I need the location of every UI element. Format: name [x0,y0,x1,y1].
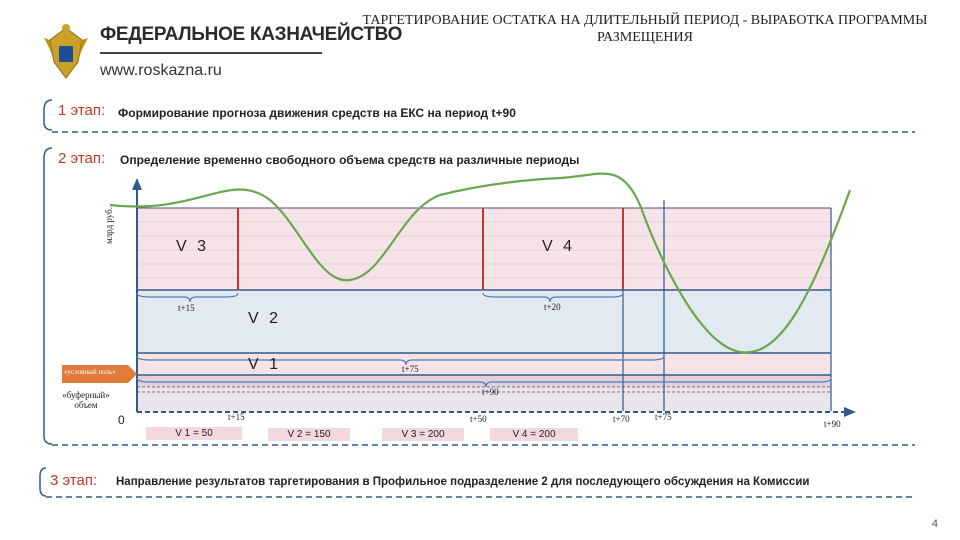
site-link[interactable]: www.roskazna.ru [100,62,222,79]
page-title: ТАРГЕТИРОВАНИЕ ОСТАТКА НА ДЛИТЕЛЬНЫЙ ПЕРИОД - ВЫРАБОТКА ПРОГРАММЫ РАЗМЕЩЕНИЯ [362,13,928,45]
y-axis-arrow [132,178,142,190]
period-label-t90: t+90 [482,387,499,397]
stage-3-text: Направление результатов таргетирования в Профильное подразделение 2 для последующего обсуждения на Комиссии [116,476,810,488]
stage-1-bracket [44,100,52,130]
stage-1-label: 1 этап: [58,102,106,119]
stage-3-label: 3 этап: [50,472,98,489]
period-label-t15: t+15 [178,303,195,313]
value-box-v3: V 3 = 200 [382,428,464,441]
page-number: 4 [931,518,938,530]
x-axis-arrow [844,407,856,417]
stage-2-bracket [44,148,52,444]
buffer-label: «буферный» объем [62,390,110,410]
x-tick-t70: t+70 [613,414,630,424]
y-axis-label: млрд руб. [104,207,114,244]
stage-2-text: Определение временно свободного объема средств на различные периоды [120,153,580,167]
x-tick-t90: t+90 [824,419,841,429]
v3-label: V 3 [176,238,210,255]
band-v1 [137,353,831,375]
x-tick-t15: t+15 [228,412,245,422]
org-name: ФЕДЕРАЛЬНОЕ КАЗНАЧЕЙСТВО [100,24,403,45]
value-box-v2: V 2 = 150 [268,428,350,441]
value-box-v1: V 1 = 50 [146,427,242,440]
stage-2-label: 2 этап: [58,150,106,167]
stage-1-text: Формирование прогноза движения средств на ЕКС на период t+90 [118,106,516,120]
period-label-t75: t+75 [402,364,419,374]
zero-label: 0 [118,413,125,427]
x-tick-t50: t+50 [470,414,487,424]
band-v2 [137,290,831,353]
v4-label: V 4 [542,238,576,255]
value-box-v4: V 4 = 200 [490,428,578,441]
stage-3-bracket [40,468,46,496]
x-tick-t75: t+75 [655,412,672,422]
conditional-zero-label: «условный ноль» [64,368,116,376]
period-label-t20: t+20 [544,302,561,312]
v1-label: V 1 [248,356,282,373]
band-buffer [137,375,831,387]
v2-label: V 2 [248,310,282,327]
